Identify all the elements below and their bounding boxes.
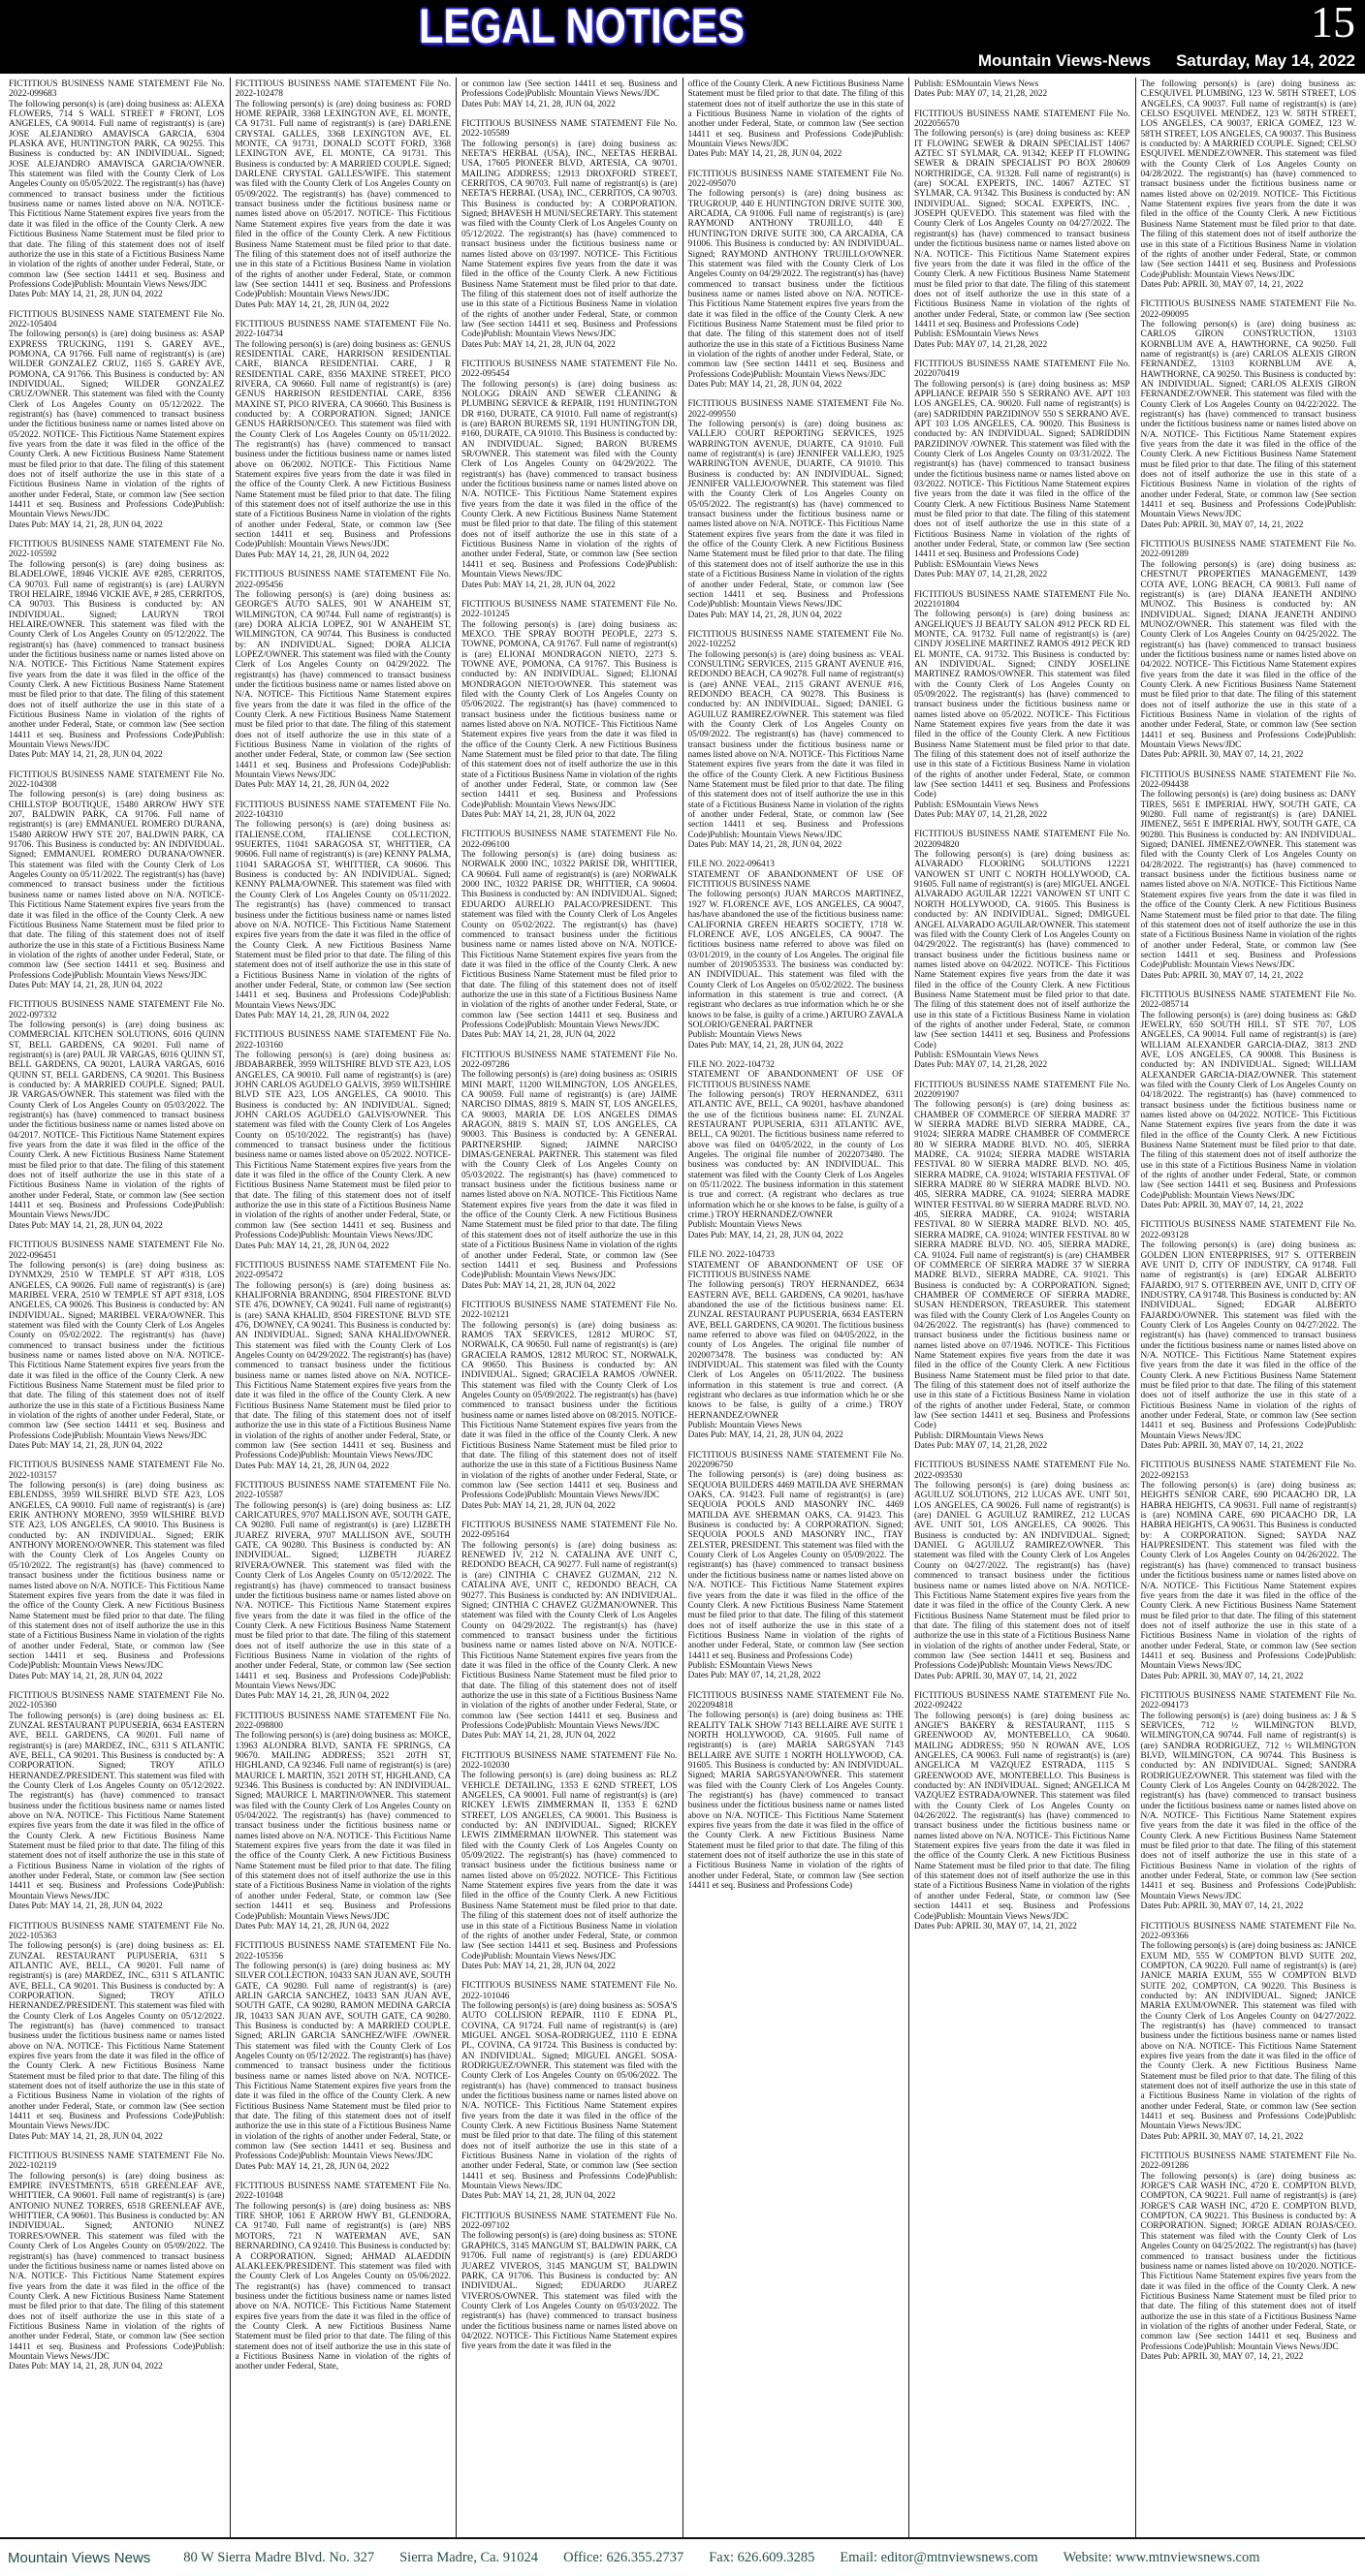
legal-notice xyxy=(461,1521,678,1742)
notice-dates: Dates Pub: MAY, 14, 21, 28, JUN 04, 2022 xyxy=(687,1040,843,1051)
notice-body: The following person(s) is (are) doing business as: J & S SERVICES, 712 ½ WILMINGTON BLVD, WILMINGTON,CA 90744. Full name of registrant(s) is (are) SANDRA RODRIGUEZ, 712 ½ WILMINGTON BLVD, WILMINGTON, CA 90744. This Business is conducted by: AN INDIVIDUAL. Signed; SANDRA RODRIGUEZ/OWNER. This statement was filed with the County Clerk of Los Angeles County on 04/28/2022. The registrant(s) has (have) commenced to transact business under the fictitious business name or names listed above on N/A. NOTICE- This Fictitious Name Statement expires five years from the date it was filed in the office of the County Clerk. A new Fictitious Business Name Statement must be filed prior to that date. The filing of this statement does not of itself authorize the use in this state of a Fictitious Business Name in violation of the rights of another under Federal, State, or common law (See section 14411 et seq. Business and Professions Code)Publish: Mountain Views News/JDC xyxy=(1140,1711,1356,1901)
notice-header: FICTITIOUS BUSINESS NAME STATEMENT File No. 2022-097332 xyxy=(9,1000,225,1021)
abandonment-statement xyxy=(688,1060,905,1241)
notice-body: The following person(s) is (are) doing business as: BLADELOWE, 18946 VICKIE AVE #285, CERRITOS, CA 90703. Full name of registrant(s) is (are) LAURYN TROI HELAIRE, 18946 VICKIE AVE, # 285, CERRITOS, CA 90703. This Business is conducted by: AN INDIVIDUAL. Signed; LAURYN TROI HELAIRE/OWNER. This statement was filed with the County Clerk of Los Angeles County on 05/12/2022. The registrant(s) has (have) commenced to transact business under the fictitious business name or names listed above on N/A. NOTICE- This Fictitious Name Statement expires five years from the date it was filed in the office of the County Clerk. A new Fictitious Business Name Statement must be filed prior to that date. The filing of this statement does not of itself authorize the use in this state of a Fictitious Business Name in violation of the rights of another under Federal, State, or common law (See section 14411 et seq. Business and Professions Code)Publish: Mountain Views News/JDC xyxy=(9,559,225,750)
notice-body: The following person(s) is (are) doing business as: ANGIE'S BAKERY & RESTAURANT, 1115 S GREENWOOD AV, MONTEBELLO, CA 90640. MAILING ADDRESS; 950 N ROWAN AVE, LOS ANGELES, CA 90063. Full name of registrant(s) is (are) ANGELICA M VAZQUEZ ESTRADA, 1115 S GREENWOOD AVE, MONTEBELLO. This Business is conducted by: AN INDIVIDUAL. Signed; ANGELICA M VAZQUEZ ESTRADA/OWNER. This statement was filed with the County Clerk of Los Angeles County on 04/26/2022. The registrant(s) has (have) commenced to transact business under the fictitious business name or names listed above on N/A. NOTICE- This Fictitious Name Statement expires five years from the date it was filed in the office of the County Clerk. A new Fictitious Business Name Statement must be filed prior to that date. The filing of this statement does not of itself authorize the use in this state of a Fictitious Business Name in violation of the rights of another under Federal, State, or common law (See section 14411 et seq. Business and Professions Code)Publish: Mountain Views News/JDC xyxy=(914,1711,1130,1922)
notice-header: FICTITIOUS BUSINESS NAME STATEMENT File No. 2022-104310 xyxy=(235,800,451,821)
notice-publish: Publish: DIRMountain Views News xyxy=(914,1430,1044,1441)
legal-notice xyxy=(461,1051,678,1291)
notice-body: The following person(s) is (are) doing business as: OSIRIS MINI MART, 11200 WILMINGTON, LOS ANGELES, CA 90059. Full name of registrant(s) is (are) JAIME NARCISO DIMAS, 8819 S. MAIN ST, LOS ANGELES, CA 90003, MARIA DE LOS ANGELES DIMAS ARAGON, 8819 S. MAIN ST, LOS ANGELES, CA 90003. This Business is conducted by: A GENERAL PARTNERSHIP. Signed; JAIMNE NARCISO DIMAS/GENERAL PARTNER. This statement was filed with the County Clerk of Los Angeles County on 05/03/2022. The registrant(s) has (have) commenced to transact business under the fictitious business name or names listed above on N/A. NOTICE- This Fictitious Name Statement expires five years from the date it was filed in the office of the County Clerk. A new Fictitious Business Name Statement must be filed prior to that date. The filing of this statement does not of itself authorize the use in this state of a Fictitious Business Name in violation of the rights of another under Federal, State, or common law (See section 14411 et seq. Business and Professions Code)Publish: Mountain Views News/JDC xyxy=(461,1070,678,1281)
notice-dates: Dates Pub: MAY 14, 21, 28, JUN 04, 2022 xyxy=(461,1731,616,1742)
legal-notice xyxy=(461,2212,678,2352)
notice-body: The following person(s) is (are) doing business as: CHESTNUT PROPERTIES MANAGEMENT, 1439 COTA AVE, LONG BEACH, CA 90813. Full name of registrant(s) is (are) DIANA JEANETH ANDINO MUNOZ. This Business is conducted by: AN INDIVIDUAL. Signed; DIANA JEANETH ANDINO MUNOZ/OWNER. This statement was filed with the County Clerk of Los Angeles County on 04/25/2022. The registrant(s) has (have) commenced to transact business under the fictitious business name or names listed above on 04/2022. NOTICE- This Fictitious Name Statement expires five years from the date it was filed in the office of the County Clerk. A new Fictitious Business Name Statement must be filed prior to that date. The filing of this statement does not of itself authorize the use in this state of a Fictitious Business Name in violation of the rights of another under Federal, State, or common law (See section 14411 et seq. Business and Professions Code)Publish: Mountain Views News/JDC xyxy=(1140,559,1356,750)
legal-notice xyxy=(9,1461,225,1681)
legal-notice xyxy=(914,1691,1130,1932)
legal-notice xyxy=(688,79,905,160)
notice-dates: Dates Pub: APRIL 30, MAY 07, 14, 21, 2022 xyxy=(1140,1201,1304,1211)
notice-dates: Dates Pub: MAY 07, 14, 21,28, 2022 xyxy=(914,1060,1048,1071)
notice-publish: Publish: Mountain Views News xyxy=(687,1220,802,1231)
notice-header: FICTITIOUS BUSINESS NAME STATEMENT File No. 2022-105589 xyxy=(461,119,678,140)
legal-notice xyxy=(914,1461,1130,1681)
notice-dates: Dates Pub: MAY 14, 21, 28, JUN 04, 2022 xyxy=(461,99,616,110)
footer-address: 80 W Sierra Madre Blvd. No. 327 xyxy=(183,2549,375,2565)
notice-dates: Dates Pub: MAY 07, 14, 21,28, 2022 xyxy=(914,570,1048,581)
notice-body: The following person(s) is (are) doing business as: GOLDEN LION ENTERPRISES, 917 S. OTTERBEIN AVE UNIT D, CITY OF INDUSTRY, CA 91748. Full name of registrant(s) is (are) EDGAR ALBERTO FAJARDO, 917 S. OTTERBEIN AVE, UNIT D, CITY OF INDUSTRY, CA 91748. This Business is conducted by: AN INDIVIDUAL. Signed; EDGAR ALBERTO FAJARDO/OWNER. This statement was filed with the County Clerk of Los Angeles County on 04/27/2022. The registrant(s) has (have) commenced to transact business under the fictitious business name or names listed above on N/A. NOTICE- This Fictitious Name Statement expires five years from the date it was filed in the office of the County Clerk. A new Fictitious Business Name Statement must be filed prior to that date. The filing of this statement does not of itself authorize the use in this state of a Fictitious Business Name in violation of the rights of another under Federal, State, or common law (See section 14411 et seq. Business and Professions Code)Publish: Mountain Views News/JDC xyxy=(1140,1241,1356,1441)
notice-body: The following person(s) is (are) doing business as: VEAL CONSULTING SERVICES, 2115 GRANT AVENUE #16, REDONDO BEACH, CA 90278. Full name of registrant(s) is (are) ANNE VEAL, 2115 GRANT AVENUE #16, REDONDO BEACH, CA 90278. This Business is conducted by: AN INDIVIDUAL. Signed; DANIEL G AGUILUZ RAMIREZ/OWNER. This statement was filed with the County Clerk of Los Angeles County on 05/09/2022. The registrant(s) has (have) commenced to transact business under the fictitious business name or names listed above on N/A. NOTICE- This Fictitious Name Statement expires five years from the date it was filed in the office of the County Clerk. A new Fictitious Business Name Statement must be filed prior to that date. The filing of this statement does not of itself authorize the use in this state of a Fictitious Business Name in violation of the rights of another under Federal, State, or common law (See section 14411 et seq. Business and Professions Code)Publish: Mountain Views News/JDC xyxy=(687,649,904,840)
notice-body: The following person(s) is (are) doing business as: ALVARADO FLOORING SOLUTIONS 12221 VANOWEN ST UNIT C NORTH HOLLYWOOD, CA. 91605. Full name of registrant(s) is (are) MIGUEL ANGEL ALVARADO AGUILAR 12221 VANOWEN ST UNIT C NORTH HOLLYWOOD, CA. 91605. This Business is conducted by: AN INDIVIDUAL. Signed; DMIGUEL ANGEL ALVARADO AGUILAR/OWNER. This statement was filed with the County Clerk of Los Angeles County on 04/29/2022. The registrant(s) has (have) commenced to transact business under the fictitious business name or names listed above on 04/2022. NOTICE- This Fictitious Name Statement expires five years from the date it was filed in the office of the County Clerk. A new Fictitious Business Name Statement must be filed prior to that date. The filing of this statement does not of itself authorize the use in this state of a Fictitious Business Name in violation of the rights of another under Federal, State, or common law (See section 14411 et seq. Business and Professions Code) xyxy=(914,850,1130,1051)
legal-notice xyxy=(461,600,678,821)
legal-notices-columns xyxy=(4,78,1361,2537)
notice-header: FICTITIOUS BUSINESS NAME STATEMENT File No. 2022-104308 xyxy=(9,770,225,791)
notice-header: FILE NO. 2022-096413 xyxy=(687,860,775,870)
notice-publish: Publish: ESMountain Views News xyxy=(687,1660,812,1671)
notice-body: The following person(s) is (are) doing business as: AGUILUZ SOLUTIONS, 212 LUCAS AVE. UNIT 501, LOS ANGELES, CA 90026. Full name of registrant(s) is (are) DANIEL G AGUILUZ RAMIREZ, 212 LUCAS AVE. UNIT 501, LOS ANGELES, CA 90026. This Business is conducted by: AN INDIVIDUAL. Signed; DANIEL G AGUILUZ RAMIREZ/OWNER. This statement was filed with the County Clerk of Los Angeles County on 04/27/2022. The registrant(s) has (have) commenced to transact business under the fictitious business name or names listed above on N/A. NOTICE- This Fictitious Name Statement expires five years from the date it was filed in the office of the County Clerk. A new Fictitious Business Name Statement must be filed prior to that date. The filing of this statement does not of itself authorize the use in this state of a Fictitious Business Name in violation of the rights of another under Federal, State, or common law (See section 14411 et seq. Business and Professions Code)Publish: Mountain Views News/JDC xyxy=(914,1481,1130,1672)
legal-notice xyxy=(1141,299,1357,530)
notice-header: FICTITIOUS BUSINESS NAME STATEMENT File No. 2022-103160 xyxy=(235,1030,451,1051)
legal-notice xyxy=(236,570,452,791)
notice-body: The following person(s) is (are) doing business as: GENUS RESIDENTIAL CARE, HARRISON RESIDENTIAL CARE, BIANCA RESIDENTIAL CARE, J R RESIDENTIAL CARE, 8356 MAXINE STREET, PICO RIVERA, CA 90660. Full name of registrant(s) is (are) GENUS HARRISON RESIDENTIAL CARE, 8356 MAXINE ST, PICO RIVERA, CA 90660. This Business is conducted by: A CORPORATION. Signed; JANICE GENUS HARRISON/CEO. This statement was filed with the County Clerk of Los Angeles County on 05/11/2022. The registrant(s) has (have) commenced to transact business under the fictitious business name or names listed above on 06/2002. NOTICE- This Fictitious Name Statement expires five years from the date it was filed in the office of the County Clerk. A new Fictitious Business Name Statement must be filed prior to that date. The filing of this statement does not of itself authorize the use in this state of a Fictitious Business Name in violation of the rights of another under Federal, State, or common law (See section 14411 et seq. Business and Professions Code)Publish: Mountain Views News/JDC xyxy=(235,339,451,550)
legal-notice xyxy=(1141,1461,1357,1681)
legal-notice xyxy=(1141,1691,1357,1912)
notice-publish: Publish: ESMountain Views News xyxy=(914,1050,1039,1060)
notice-dates: Dates Pub: MAY 14, 21, 28, JUN 04, 2022 xyxy=(9,1901,163,1912)
legal-notice xyxy=(688,170,905,391)
legal-notice xyxy=(236,1941,452,2172)
notice-body: The following person(s) is (are) doing business as: SEQUOIA BUILDERS 4469 MATILDA AVE SHERMAN OAKS, CA. 91423. Full name of registrant(s) is (are) SEQUOIA POOLS AND MASONRY INC. 4469 MATILDA AVE SHERMAN OAKS, CA. 91423. This Business is conducted by: A CORPORATION. Signed; SEQUOIA POOLS AND MASONRY INC., ITAY ZELSTER, PRESIDENT. This statement was filed with the County Clerk of Los Angeles County on 05/09/2022. The registrant(s) has (have) commenced to transact business under the fictitious business name or names listed above on N/A. NOTICE- This Fictitious Name Statement expires five years from the date it was filed in the office of the County Clerk. A new Fictitious Business Name Statement must be filed prior to that date. The filing of this statement does not of itself authorize the use in this state of a Fictitious Business Name in violation of the rights of another under Federal, State, or common law (See section 14411 et seq. Business and Professions Code) xyxy=(687,1470,904,1661)
legal-notice xyxy=(1141,990,1357,1211)
notice-body: The following person(s) is (are) doing business as: CHILLSTOP BOUTIQUE, 15480 ARROW HWY STE 207, BALDWIN PARK, CA 91706. Full name of registrant(s) is (are) EMMANUEL ROMERO DURANA, 15480 ARROW HWY STE 207, BALDWIN PARK, CA 91706. This Business is conducted by: AN INDIVIDUAL. Signed; EMMANUEL ROMERO DURANA/OWNER. This statement was filed with the County Clerk of Los Angeles County on 05/11/2022. The registrant(s) has (have) commenced to transact business under the fictitious business name or names listed above on N/A. NOTICE- This Fictitious Name Statement expires five years from the date it was filed in the office of the County Clerk. A new Fictitious Business Name Statement must be filed prior to that date. The filing of this statement does not of itself authorize the use in this state of a Fictitious Business Name in violation of the rights of another under Federal, State, or common law (See section 14411 et seq. Business and Professions Code)Publish: Mountain Views News/JDC xyxy=(9,790,225,981)
notice-publish: Publish: ESMountain Views News xyxy=(914,800,1039,810)
notice-dates: Dates Pub: MAY 14, 21, 28, JUN 04, 2022 xyxy=(461,580,616,590)
notice-body: The following person(s) is (are) doing business as: COMMERCIAL KITCHEN SOLUTIONS, 6016 QUINN ST, BELL GARDENS, CA 90201. Full name of registrant(s) is (are) PAUL JR VARGAS, 6016 QUINN ST, BELL GARDENS, CA 90201, LAURA VARGAS, 6016 QUINN ST, BELL GARDENS, CA 90201. This Business is conducted by: A MARRIED COUPLE. Signed; PAUL JR VARGAS/OWNER. This statement was filed with the County Clerk of Los Angeles County on 05/03/2022. The registrant(s) has (have) commenced to transact business under the fictitious business name or names listed above on 04/2017. NOTICE- This Fictitious Name Statement expires five years from the date it was filed in the office of the County Clerk. A new Fictitious Business Name Statement must be filed prior to that date. The filing of this statement does not of itself authorize the use in this state of a Fictitious Business Name in violation of the rights of another under Federal, State, or common law (See section 14411 et seq. Business and Professions Code)Publish: Mountain Views News/JDC xyxy=(9,1020,225,1221)
notice-body: The following person(s) is (are) doing business as: C.ESQUIVEL PLUMBING, 123 W. 58TH STREET, LOS ANGELES, CA 90037. Full name of registrant(s) is (are) CELSO ESQUIVEL MENDEZ, 123 W. 58TH STREET, LOS ANGELES, CA 90037, ERICA GOMEZ, 123 W. 58TH STREET, LOS ANGELES, CA 90037. This Business is conducted by: A MARRIED COUPLE. Signed; CELSO ESQUIVEL MENDEZ/OWNER. This statement was filed with the County Clerk of Los Angeles County on 04/28/2022. The registrant(s) has (have) commenced to transact business under the fictitious business name or names listed above on 02/2019. NOTICE- This Fictitious Name Statement expires five years from the date it was filed in the office of the County Clerk. A new Fictitious Business Name Statement must be filed prior to that date. The filing of this statement does not of itself authorize the use in this state of a Fictitious Business Name in violation of the rights of another under Federal, State, or common law (See section 14411 et seq. Business and Professions Code)Publish: Mountain Views News/JDC xyxy=(1140,79,1356,280)
notice-dates: Dates Pub: APRIL 30, MAY 07, 14, 21, 2022 xyxy=(1140,2351,1304,2362)
notice-body: The following person(s) is (are) doing business as: CHAMBER OF COMMERCE OF SIERRA MADRE 37 W SIERRA MADRE BLVD SIERRA MADRE, CA., 91024; SIERRA MADRE CHAMBER OF COMMERCE 80 W SIERRA MADRE BLVD. NO. 405, SIERRA MADRE, CA. 91024; SIERRA MADRE WISTARIA FESTIVAL 80 W SIERRA MADRE BLVD. NO. 405, SIERRA MADRE, CA. 91024; WISTARIA FESTIVAL OF SIERRA MADRE 80 W SIERRA MADRE BLVD. NO. 405, SIERRA MADRE, CA. 91024; SIERRA MADRE WINTER FESTIVAL 80 W SIERRA MADRE BLVD. NO. 405, SIERRA MADRE, CA. 91024; WISTARIA FESTIVAL 80 W SIERRA MADRE BLVD. NO. 405, SIERRA MADRE, CA. 91024; WINTER FESTIVAL 80 W SIERRA MADRE BLVD. NO. 405, SIERRA MADRE, CA. 91024. Full name of registrant(s) is (are) CHAMBER OF COMMERCE OF SIERRA MADRE 37 W SIERRA MADRE BLVD., SIERRA MADRE, CA. 91021. This Business is conducted by: A CORPORATION. Signed; CHAMBER OF COMMERCE OF SIERRA MADRE, SUSAN HENDERSON, TREASURER. This statement was filed with the County Clerk of Los Angeles County on 04/26/2022. The registrant(s) has (have) commenced to transact business under the fictitious business name or names listed above on 07/1946. NOTICE- This Fictitious Name Statement expires five years from the date it was filed in the office of the County Clerk. A new Fictitious Business Name Statement must be filed prior to that date. The filing of this statement does not of itself authorize the use in this state of a Fictitious Business Name in violation of the rights of another under Federal, State, or common law (See section 14411 et seq. Business and Professions Code) xyxy=(914,1100,1130,1431)
legal-notice xyxy=(461,830,678,1040)
notice-header: FICTITIOUS BUSINESS NAME STATEMENT File No. 2022-105587 xyxy=(235,1481,451,1501)
legal-notice xyxy=(9,1922,225,2143)
legal-notice xyxy=(236,801,452,1021)
notice-header: FICTITIOUS BUSINESS NAME STATEMENT File No. 2022056570 xyxy=(914,109,1130,130)
notice-publish: Publish: ESMountain Views News xyxy=(914,330,1039,340)
legal-notice xyxy=(9,2152,225,2372)
notice-dates: Dates Pub: APRIL 30, MAY 07, 14, 21, 2022 xyxy=(1140,750,1304,761)
legal-notice xyxy=(688,1451,905,1681)
notice-tail: or common law (See section 14411 et seq. Business and Professions Code)Publish: Mountain Views News/JDC xyxy=(461,79,678,100)
notice-dates: Dates Pub: MAY 14, 21, 28, JUN 04, 2022 xyxy=(687,610,842,620)
notice-dates: Dates Pub: MAY 14, 21, 28, JUN 04, 2022 xyxy=(461,1500,616,1511)
notice-dates: Dates Pub: MAY 14, 21, 28, JUN 04, 2022 xyxy=(9,750,163,761)
column-4 xyxy=(683,78,910,2537)
notice-dates: Dates Pub: APRIL 30, MAY 07, 14, 21, 2022 xyxy=(1140,1441,1304,1452)
notice-dates: Dates Pub: APRIL 30, MAY 07, 14, 21, 2022 xyxy=(914,1671,1077,1681)
notice-dates: Dates Pub: MAY 14, 21, 28, JUN 04, 2022 xyxy=(687,149,842,160)
notice-header: FICTITIOUS BUSINESS NAME STATEMENT File No. 2022-091289 xyxy=(1140,540,1356,560)
page-footer xyxy=(0,2537,1365,2576)
notice-dates: Dates Pub: MAY 14, 21, 28, JUN 04, 2022 xyxy=(9,519,163,530)
column-2 xyxy=(231,78,458,2537)
notice-header: FICTITIOUS BUSINESS NAME STATEMENT File No. 2022-102030 xyxy=(461,1750,678,1771)
legal-notice xyxy=(1141,79,1357,290)
notice-dates: Dates Pub: MAY 14, 21, 28, JUN 04, 2022 xyxy=(235,1010,390,1021)
notice-body: The following person(s) is (are) doing business as: EMPIRE INVESTMENTS, 6518 GREENLEAF AVE, WHITTIER, CA 90601. Full name of registrant(s) is (are) ANTONIO NUNEZ TORRES, 6518 GREENLEAF AVE, WHITTIER, CA 90601. This Business is conducted by: AN INDIVIDUAL. Signed; ANTONIO NUNEZ TORRES/OWNER. This statement was filed with the County Clerk of Los Angeles County on 05/09/2022. The registrant(s) has (have) commenced to transact business under the fictitious business name or names listed above on N/A. NOTICE- This Fictitious Name Statement expires five years from the date it was filed in the office of the County Clerk. A new Fictitious Business Name Statement must be filed prior to that date. The filing of this statement does not of itself authorize the use in this state of a Fictitious Business Name in violation of the rights of another under Federal, State, or common law (See section 14411 et seq. Business and Professions Code)Publish: Mountain Views News/JDC xyxy=(9,2171,225,2362)
notice-body: The following person(s) is (are) doing business as: HEIGHTS SENIOR CARE, 690 PICAACHO DR, LA HABRA HEIGHTS, CA 90631. Full name of registrant(s) is (are) NOMINA CARE, 690 PICAACHO DR, LA HABRA HEIGHTS, CA 90631. This Business is conducted by: A CORPORATION. Signed; SAYDA NAZ HAI/PRESIDENT. This statement was filed with the County Clerk of Los Angeles County on 04/26/2022. The registrant(s) has (have) commenced to transact business under the fictitious business name or names listed above on N/A. NOTICE- This Fictitious Name Statement expires five years from the date it was filed in the office of the County Clerk. A new Fictitious Business Name Statement must be filed prior to that date. The filing of this statement does not of itself authorize the use in this state of a Fictitious Business Name in violation of the rights of another under Federal, State, or common law (See section 14411 et seq. Business and Professions Code)Publish: Mountain Views News/JDC xyxy=(1140,1481,1356,1672)
notice-tail: office of the County Clerk. A new Fictitious Business Name Statement must be filed prior to that date. The filing of this statement does not of itself authorize the use in this state of a Fictitious Business Name in violation of the rights of another under Federal, State, or common law (See section 14411 et seq. Business and Professions Code)Publish: Mountain Views News/JDC xyxy=(687,79,904,150)
footer-email: Email: editor@mtnviewsnews.com xyxy=(840,2549,1038,2565)
footer-website: Website: www.mtnviewsnews.com xyxy=(1063,2549,1260,2565)
notice-dates: Dates Pub: MAY 14, 21, 28, JUN 04, 2022 xyxy=(235,299,390,310)
column-1 xyxy=(4,78,231,2537)
notice-dates: Dates Pub: MAY 14, 21, 28, JUN 04, 2022 xyxy=(9,1220,163,1231)
notice-header: STATEMENT OF ABANDONMENT OF USE OF FICTITIOUS BUSINESS NAME xyxy=(687,1070,904,1090)
notice-dates: Dates Pub: MAY 14, 21, 28, JUN 04, 2022 xyxy=(461,1030,616,1041)
notice-dates: Dates Pub: MAY 14, 21, 28, JUN 04, 2022 xyxy=(687,840,842,851)
notice-dates: Dates Pub: APRIL 30, MAY 07, 14, 21, 2022 xyxy=(1140,2131,1304,2142)
notice-body: The following person(s) is (are) doing business as: MEXCO. THE SPRAY BOOTH PEOPLE, 2273 S. TOWNE, POMONA, CA 91767. Full name of registrant(s) is (are) ELIONAI MONDRAGON NIETO, 2273 S. TOWNE AVE, POMONA, CA 91767. This Business is conducted by: AN INDIVIDUAL. Signed; ELIONAI MONDRAGON NIETO/OWNER. This statement was filed with the County Clerk of Los Angeles County on 05/06/2022. The registrant(s) has (have) commenced to transact business under the fictitious business name or names listed above on N/A. NOTICE- This Fictitious Name Statement expires five years from the date it was filed in the office of the County Clerk. A new Fictitious Business Name Statement must be filed prior to that date. The filing of this statement does not of itself authorize the use in this state of a Fictitious Business Name in violation of the rights of another under Federal, State, or common law (See section 14411 et seq. Business and Professions Code)Publish: Mountain Views News/JDC xyxy=(461,619,678,810)
legal-notice xyxy=(9,1691,225,1912)
legal-notice xyxy=(914,110,1130,350)
legal-notice xyxy=(1141,770,1357,981)
notice-header: FICTITIOUS BUSINESS NAME STATEMENT File No. 2022-099550 xyxy=(687,399,904,420)
notice-header: FICTITIOUS BUSINESS NAME STATEMENT File No. 2022-090095 xyxy=(1140,299,1356,320)
legal-notice xyxy=(9,770,225,991)
notice-body: The following person(s) is (are) doing business as: RLZ VEHICLE DETAILING, 1353 E 62ND STREET, LOS ANGELES, CA 90001. Full name of registrant(s) is (are) RICKEY LEWIS ZIMMERMAN II, 1353 E 62ND STREET, LOS ANGELES, CA 90001. This Business is conducted by: AN INDIVIDUAL. Signed; RICKEY LEWIS ZIMMERMAN II/OWNER. This statement was filed with the County Clerk of Los Angeles County on 05/09/2022. The registrant(s) has (have) commenced to transact business under the fictitious business name or names listed above on 05/2022. NOTICE- This Fictitious Name Statement expires five years from the date it was filed in the office of the County Clerk. A new Fictitious Business Name Statement must be filed prior to that date. The filing of this statement does not of itself authorize the use in this state of a Fictitious Business Name in violation of the rights of another under Federal, State, or common law (See section 14411 et seq. Business and Professions Code)Publish: Mountain Views News/JDC xyxy=(461,1771,678,1962)
notice-header: FICTITIOUS BUSINESS NAME STATEMENT File No. 2022-092422 xyxy=(914,1690,1130,1712)
notice-body: The following person(s) is (are) doing business as: MY SILVER COLLECTION, 10433 SAN JUAN AVE, SOUTH GATE, CA 90280. Full name of registrant(s) is (are) ARLIN GARCIA SANCHEZ, 10433 SAN JUAN AVE, SOUTH GATE, CA 90280, RAMON MEDINA GARCIA JR, 10433 SAN JUAN AVE, SOUTH GATE, CA 90280. This Business is conducted by: A MARRIED COUPLE. Signed; ARLIN GARCIA SANCHEZ/WIFE /OWNER. This statement was filed with the County Clerk of Los Angeles County on 05/12/2022. The registrant(s) has (have) commenced to transact business under the fictitious business name or names listed above on N/A. NOTICE- This Fictitious Name Statement expires five years from the date it was filed in the office of the County Clerk. A new Fictitious Business Name Statement must be filed prior to that date. The filing of this statement does not of itself authorize the use in this state of a Fictitious Business Name in violation of the rights of another under Federal, State, or common law (See section 14411 et seq. Business and Professions Code)Publish: Mountain Views News/JDC xyxy=(235,1961,451,2162)
notice-body: The following person(s) is (are) doing business as: RAMOS TAX SERVICES, 12812 MUROC ST, NORWALK, CA 90650. Full name of registrant(s) is (are) GRACIELA RAMOS, 12812 MUROC ST., NORWALK, CA 90650. This Business is conducted by: AN INDIVIDUAL. Signed; GRACIELA RAMOS /OWNER. This statement was filed with the County Clerk of Los Angeles County on 05/09/2022. The registrant(s) has (have) commenced to transact business under the fictitious business name or names listed above on 08/2015. NOTICE- This Fictitious Name Statement expires five years from the date it was filed in the office of the County Clerk. A new Fictitious Business Name Statement must be filed prior to that date. The filing of this statement does not of itself authorize the use in this state of a Fictitious Business Name in violation of the rights of another under Federal, State, or common law (See section 14411 et seq. Business and Professions Code)Publish: Mountain Views News/JDC xyxy=(461,1320,678,1501)
notice-header: FICTITIOUS BUSINESS NAME STATEMENT File No. 2022-093530 xyxy=(914,1461,1130,1481)
legal-notice xyxy=(9,79,225,300)
notice-body: The following person(s) is (are) doing business as: G&D JEWELRY, 650 SOUTH HILL ST STE 707, LOS ANGELES, CA 90014. Full name of registrant(s) is (are) WILLIAM ALEXANDER GARCIA-DIAZ, 3813 2ND AVE, LOS ANGELES, CA 90008. This Business is conducted by: AN INDIVIDUAL. Signed; WILLIAM ALEXANDER GARCIA-DIAZ/OWNER. This statement was filed with the County Clerk of Los Angeles County on 04/18/2022. The registrant(s) has (have) commenced to transact business under the fictitious business name or names listed above on 04/2022. NOTICE- This Fictitious Name Statement expires five years from the date it was filed in the office of the County Clerk. A new Fictitious Business Name Statement must be filed prior to that date. The filing of this statement does not of itself authorize the use in this state of a Fictitious Business Name in violation of the rights of another under Federal, State, or common law (See section 14411 et seq. Business and Professions Code)Publish: Mountain Views News/JDC xyxy=(1140,1010,1356,1201)
notice-header: FICTITIOUS BUSINESS NAME STATEMENT File No. 2022-097102 xyxy=(461,2211,678,2232)
notice-dates: Dates Pub: MAY 14, 21, 28, JUN 04, 2022 xyxy=(235,2161,390,2172)
notice-dates: Dates Pub: MAY 14, 21, 28, JUN 04, 2022 xyxy=(235,1461,390,1471)
legal-notice xyxy=(236,1030,452,1251)
notice-header: FICTITIOUS BUSINESS NAME STATEMENT File No. 2022-105356 xyxy=(235,1941,451,1962)
notice-header: FICTITIOUS BUSINESS NAME STATEMENT File No. 2022-104734 xyxy=(235,319,451,340)
notice-dates: Dates Pub: MAY 14, 21, 28, JUN 04, 2022 xyxy=(9,1441,163,1452)
notice-header: FICTITIOUS BUSINESS NAME STATEMENT File No. 2022-095454 xyxy=(461,359,678,380)
notice-dates: Dates Pub: APRIL 30, MAY 07, 14, 21, 2022 xyxy=(1140,279,1304,290)
notice-header: FICTITIOUS BUSINESS NAME STATEMENT File No. 2022096750 xyxy=(687,1450,904,1471)
notice-dates: Dates Pub: MAY 07, 14, 21,28, 2022 xyxy=(914,89,1048,100)
legal-notice xyxy=(461,79,678,110)
notice-header: FILE NO. 2022-104732 xyxy=(687,1059,775,1070)
legal-notice xyxy=(1141,1922,1357,2143)
notice-dates: Dates Pub: MAY 14, 21, 28, JUN 04, 2022 xyxy=(461,2191,616,2202)
notice-body: The following person(s) TROY HERNANDEZ, 6634 EASTERN AVE, BELL GARDENS, CA 90201, has/have abandoned the use of the fictitious business name: EL ZUNZAL RESTAURANT PUPUSERIA, 6634 EASTERN AVE, BELL GARDENS, CA 90201. The fictitious business name referred to above was filed on 04/05/2022, in the county of Los Angeles. The original file number of 2020073478. The business was conducted by: AN INDIVIDUAL. This statement was filed with the County Clerk of Los Angeles on 05/11/2022. The business information in this statement is true and correct. (A registrant who declares as true information which he or she knows to be false, is guilty of a crime.) TROY HERNANDEZ/OWNER xyxy=(687,1280,904,1421)
notice-header: FICTITIOUS BUSINESS NAME STATEMENT File No. 2022094820 xyxy=(914,830,1130,850)
legal-notice xyxy=(1141,540,1357,761)
notice-dates: Dates Pub: APRIL 30, MAY 07, 14, 21, 2022 xyxy=(1140,1901,1304,1912)
legal-notice xyxy=(461,119,678,350)
notice-body: The following person(s) is (are) doing business as: TRUGROUP, 440 E HUNTINGTON DRIVE SUITE 300, ARCADIA, CA 91006. Full name of registrant(s) is (are) RAYMOND ANTHONY TRUJILLO, 440 E HUNTINGTON DRIVE SUITE 300, CA ARCADIA, CA 91006. This Business is conducted by: AN INDIVIDUAL. Signed; RAYMOND ANTHONY TRUJILLO/OWNER. This statement was filed with the County Clerk of Los Angeles County on 04/29/2022. The registrant(s) has (have) commenced to transact business under the fictitious business name or names listed above on N/A. NOTICE- This Fictitious Name Statement expires five years from the date it was filed in the office of the County Clerk. A new Fictitious Business Name Statement must be filed prior to that date. The filing of this statement does not of itself authorize the use in this state of a Fictitious Business Name in violation of the rights of another under Federal, State, or common law (See section 14411 et seq. Business and Professions Code)Publish: Mountain Views News/JDC xyxy=(687,189,904,380)
notice-dates: Dates Pub: MAY 14, 21, 28, JUN 04, 2022 xyxy=(9,2131,163,2142)
notice-header: FICTITIOUS BUSINESS NAME STATEMENT File No. 2022-101046 xyxy=(461,1981,678,2001)
notice-dates: Dates Pub: APRIL 30, MAY 07, 14, 21, 2022 xyxy=(1140,970,1304,981)
legal-notice xyxy=(688,630,905,851)
notice-header: FICTITIOUS BUSINESS NAME STATEMENT File No. 2022-095456 xyxy=(235,570,451,590)
notice-header: FICTITIOUS BUSINESS NAME STATEMENT File No. 2022-085714 xyxy=(1140,990,1356,1011)
notice-dates: Dates Pub: MAY 07, 14, 21,28, 2022 xyxy=(914,339,1048,350)
notice-header: FICTITIOUS BUSINESS NAME STATEMENT File No. 2022-093366 xyxy=(1140,1921,1356,1941)
notice-header: FICTITIOUS BUSINESS NAME STATEMENT File No. 2022-092153 xyxy=(1140,1461,1356,1481)
notice-dates: Dates Pub: MAY 14, 21, 28, JUN 04, 2022 xyxy=(9,290,163,300)
notice-dates: Dates Pub: MAY 14, 21, 28, JUN 04, 2022 xyxy=(687,379,842,390)
legal-notice xyxy=(688,399,905,620)
notice-header: FICTITIOUS BUSINESS NAME STATEMENT File No. 2022094818 xyxy=(687,1690,904,1711)
notice-body: The following person(s) is (are) doing business as: ALEXA FLOWERS, 714 S WALL STREET # FRONT, LOS ANGELES, CA 90014. Full name of registrant(s) is (are) JOSE ALEJANDRO AMAVISCA GARCIA, 6304 PLASKA AVE, HUNTINGTON PARK, CA 90255. This Business is conducted by: AN INDIVIDUAL. Signed; JOSE ALEJANDRO AMAVISCA GARCIA/OWNER. This statement was filed with the County Clerk of Los Angeles County on 05/05/2022. The registrant(s) has (have) commenced to transact business under the fictitious business name or names listed above on N/A. NOTICE- This Fictitious Name Statement expires five years from the date it was filed in the office of the County Clerk. A new Fictitious Business Name Statement must be filed prior to that date. The filing of this statement does not of itself authorize the use in this state of a Fictitious Business Name in violation of the rights of another under Federal, State, or common law (See section 14411 et seq. Business and Professions Code)Publish: Mountain Views News/JDC xyxy=(9,99,225,290)
notice-body: The following person(s) is (are) doing business as: ASAP EXPRESS TRUCKING, 1191 S. GAREY AVE., POMONA, CA 91766. Full name of registrant(s) is (are) WILDER GONZALEZ CRUZ, 1165 S. GAREY AVE, POMONA, CA 91766. This Business is conducted by: AN INDIVIDUAL. Signed; WILDER GONZALEZ CRUZ/OWNER. This statement was filed with the County Clerk of Los Angeles County on 05/12/2022. The registrant(s) has (have) commenced to transact business under the fictitious business name or names listed above on 05/2022. NOTICE- This Fictitious Name Statement expires five years from the date it was filed in the office of the County Clerk. A new Fictitious Business Name Statement must be filed prior to that date. The filing of this statement does not of itself authorize the use in this state of a Fictitious Business Name in violation of the rights of another under Federal, State, or common law (See section 14411 et seq. Business and Professions Code)Publish: Mountain Views News/JDC xyxy=(9,330,225,520)
legal-notice xyxy=(9,310,225,531)
notice-body: The following person(s) is (are) doing business as: KEEP IT FLOWING SEWER & DRAIN SPECIALIST 14067 AZTEC ST SYLMAR, CA. 91342; KEEP IT FLOWING SEWER & DRAIN SPECIALIST PO BOX 280609 NORTHRIDGE, CA. 91328. Full name of registrant(s) is (are) SOCAL EXPERTS, INC. 14067 AZTEC ST SYLMAR, CA. 91342. This Business is conducted by: AN INDIVIDUAL. Signed; SOCAL EXPERTS, INC. , JOSEPH QUEVEDO. This statement was filed with the County Clerk of Los Angeles County on 04/27/2022. The registrant(s) has (have) commenced to transact business under the fictitious business name or names listed above on N/A. NOTICE- This Fictitious Name Statement expires five years from the date it was filed in the office of the County Clerk. A new Fictitious Business Name Statement must be filed prior to that date. The filing of this statement does not of itself authorize the use in this state of a Fictitious Business Name in violation of the rights of another under Federal, State, or common law (See section 14411 et seq. Business and Professions Code) xyxy=(914,129,1130,330)
notice-dates: Dates Pub: MAY 07, 14, 21,28, 2022 xyxy=(914,810,1048,821)
notice-body: The following person(s) is (are) doing business as: NOLOGG DRAIN AND SEWER CLEANING & PLUMBING SERVICE & REPAIR, 1191 HUNTINGTON DR #160, DURATE, CA 91010. Full name of registrant(s) is (are) BARON BUREMS SR, 1191 HUNTINGTON DR, #160, DURATE, CA 91010. This Business is conducted by: AN INDIVIDUAL. Signed; BARON BUREMS SR/OWNER. This statement was filed with the County Clerk of Los Angeles County on 04/29/2022. The registrant(s) has (have) commenced to transact business under the fictitious business name or names listed above on N/A. NOTICE- This Fictitious Name Statement expires five years from the date it was filed in the office of the County Clerk. A new Fictitious Business Name Statement must be filed prior to that date. The filing of this statement does not of itself authorize the use in this state of a Fictitious Business Name in violation of the rights of another under Federal, State, or common law (See section 14411 et seq. Business and Professions Code)Publish: Mountain Views News/JDC xyxy=(461,379,678,581)
legal-notice xyxy=(461,1981,678,2202)
notice-header: FICTITIOUS BUSINESS NAME STATEMENT File No. 2022-101245 xyxy=(461,599,678,620)
legal-notice xyxy=(914,1081,1130,1452)
footer-office-phone: Office: 626.355.2737 xyxy=(563,2549,684,2565)
notice-dates: Dates Pub: MAY, 14, 21, 28, JUN 04, 2022 xyxy=(687,1230,843,1241)
notice-header: FICTITIOUS BUSINESS NAME STATEMENT File No. 2022-105363 xyxy=(9,1921,225,1941)
notice-body: The following person(s) is (are) doing business as: STONE GRAPHICS, 3145 MANGUM ST, BALDWIN PARK, CA 91706. Full name of registrant(s) is (are) EDUARDO JUAREZ VIVEROS, 3145 MANGUM ST, BALDWIN PARK, CA 91706. This Business is conducted by: AN INDIVIDUAL. Signed; EDUARDO JUAREZ VIVEROS/OWNER. This statement was filed with the County Clerk of Los Angeles County on 05/03/2022. The registrant(s) has (have) commenced to transact business under the fictitious business name or names listed above on 04/2022. NOTICE- This Fictitious Name Statement expires five years from the date it was filed in the xyxy=(461,2231,678,2352)
notice-publish: Publish: Mountain Views News xyxy=(687,1421,802,1430)
page-header-banner xyxy=(0,0,1365,74)
column-3 xyxy=(457,78,683,2537)
notice-body: The following person(s) is (are) doing business as: KHALIFORNIA BRANDING, 8504 FIRESTONE BLVD STE 476, DOWNEY, CA 90241. Full name of registrant(s) is (are) SANA KHALID, 8504 FIRESTONE BLVD STE 476, DOWNEY, CA 90241. This Business is conducted by: AN INDIVIDUAL. Signed; SANA KHALID/OWNER. This statement was filed with the County Clerk of Los Angeles County on 04/29/2022. The registrant(s) has (have) commenced to transact business under the fictitious business name or names listed above on N/A. NOTICE- This Fictitious Name Statement expires five years from the date it was filed in the office of the County Clerk. A new Fictitious Business Name Statement must be filed prior to that date. The filing of this statement does not of itself authorize the use in this state of a Fictitious Business Name in violation of the rights of another under Federal, State, or common law (See section 14411 et seq. Business and Professions Code)Publish: Mountain Views News/JDC xyxy=(235,1280,451,1461)
notice-dates: Dates Pub: MAY 07, 14, 21,28, 2022 xyxy=(687,1671,821,1681)
notice-header: FICTITIOUS BUSINESS NAME STATEMENT File No. 2022-095070 xyxy=(687,169,904,190)
column-5 xyxy=(909,78,1136,2537)
legal-notice xyxy=(1141,1220,1357,1451)
notice-header: FICTITIOUS BUSINESS NAME STATEMENT File No. 2022-101048 xyxy=(235,2182,451,2202)
page-title: LEGAL NOTICES xyxy=(419,0,745,53)
notice-dates: Dates Pub: MAY, 14, 21, 28, JUN 04, 2022 xyxy=(687,1430,843,1441)
notice-body: The following person(s) is (are) doing business as: NORWALK 2000 INC, 10322 PARISE DR, WHITTIER, CA 90604. Full name of registrant(s) is (are) NORWALK 2000 INC, 10322 PARISE DR, WHITTIER, CA 90604. This Business is conducted by: AN INDIVIDUAL. Signed; EDUARDO AURELIO PALACO/PRESIDENT. This statement was filed with the County Clerk of Los Angeles County on 05/02/2022. The registrant(s) has (have) commenced to transact business under the fictitious business name or names listed above on N/A. NOTICE- This Fictitious Name Statement expires five years from the date it was filed in the office of the County Clerk. A new Fictitious Business Name Statement must be filed prior to that date. The filing of this statement does not of itself authorize the use in this state of a Fictitious Business Name in violation of the rights of another under Federal, State, or common law (See section 14411 et seq. Business and Professions Code)Publish: Mountain Views News/JDC xyxy=(461,850,678,1030)
notice-body: The following person(s) is (are) doing business as: MOICE, 13963 ALONDRA BLVD, SANTA FE SPRINGS, CA 90670. MAILING ADDRESS; 3521 20TH ST, HIGHLAND, CA 92346. Full name of registrant(s) is (are) MAURICE L MARTIN, 3521 20TH ST, HIGHLAND, CA 92346. This Business is conducted by: AN INDIVIDUAL. Signed; MAURICE L MARTIN/OWNER. This statement was filed with the County Clerk of Los Angeles County on 05/04/2022. The registrant(s) has (have) commenced to transact business under the fictitious business name or names listed above on N/A. NOTICE- This Fictitious Name Statement expires five years from the date it was filed in the office of the County Clerk. A new Fictitious Business Name Statement must be filed prior to that date. The filing of this statement does not of itself authorize the use in this state of a Fictitious Business Name in violation of the rights of another under Federal, State, or common law (See section 14411 et seq. Business and Professions Code)Publish: Mountain Views News/JDC xyxy=(235,1731,451,1922)
notice-dates: Dates Pub: MAY 14, 21, 28, JUN 04, 2022 xyxy=(461,810,616,821)
legal-notice xyxy=(461,1301,678,1511)
notice-header: STATEMENT OF ABANDONMENT OF USE OF FICTITIOUS BUSINESS NAME xyxy=(687,1260,904,1280)
notice-dates: Dates Pub: MAY 14, 21, 28, JUN 04, 2022 xyxy=(461,1280,616,1291)
notice-body: The following person(s) is (are) doing business as: VALLEJO COURT REPORTING SERVICES, 1925 WARRINGTON AVENUE, DUARTE, CA 91010. Full name of registrant(s) is (are) JENNIFER VALLEJO, 1925 WARRINGTON AVENUE, DUARTE, CA 91010. This Business is conducted by: AN INDIVIDUAL. Signed; JENNIFER VALLEJO/OWNER. This statement was filed with the County Clerk of Los Angeles County on 05/05/2022. The registrant(s) has (have) commenced to transact business under the fictitious business name or names listed above on N/A. NOTICE- This Fictitious Name Statement expires five years from the date it was filed in the office of the County Clerk. A new Fictitious Business Name Statement must be filed prior to that date. The filing of this statement does not of itself authorize the use in this state of a Fictitious Business Name in violation of the rights of another under Federal, State, or common law (See section 14411 et seq. Business and Professions Code)Publish: Mountain Views News/JDC xyxy=(687,420,904,611)
abandonment-statement xyxy=(688,1250,905,1441)
notice-body: The following person(s) is (are) doing business as: NEETA'S HERBAL (USA), INC., NEETAS HERBAL USA, 17605 PIONEER BLVD, ARTESIA, CA 90701. MAILING ADDRESS; 12913 DROXFORD STREET, CERRITOS, CA 90703. Full name of registrant(s) is (are) NEETA'S HERBAL (USA), INC., CERRITOS, CA 90703. This Business is conducted by: A CORPORATION. Signed; BHAVESH H MUNI/SECRETARY. This statement was filed with the County Clerk of Los Angeles County on 05/12/2022. The registrant(s) has (have) commenced to transact business under the fictitious business name or names listed above on 03/1997. NOTICE- This Fictitious Name Statement expires five years from the date it was filed in the office of the County Clerk. A new Fictitious Business Name Statement must be filed prior to that date. The filing of this statement does not of itself authorize the use in this state of a Fictitious Business Name in violation of the rights of another under Federal, State, or common law (See section 14411 et seq. Business and Professions Code)Publish: Mountain Views News/JDC xyxy=(461,139,678,340)
notice-body: The following person(s) TROY HERNANDEZ, 6311 ATLANTIC AVE, BELL, CA 90201, has/have abandoned the use of the fictitious business name: EL ZUNZAL RESTAURANT PUPUSERIA, 6311 ATLANTIC AVE, BELL, CA 90201. The fictitious business name referred to above was filed on 04/05/2022, in the county of Los Angeles. The original file number of 2022073480. The business was conducted by: AN INDIVIDUAL. This statement was filed with the County Clerk of Los Angeles on 05/11/2022. The business information in this statement is true and correct. (A registrant who declares as true information which he or she knows to be false, is guilty of a crime.) TROY HERNANDEZ/OWNER xyxy=(687,1090,904,1221)
notice-header: FICTITIOUS BUSINESS NAME STATEMENT File No. 2022-094438 xyxy=(1140,770,1356,791)
notice-body: The following person(s) is (are) doing business as: EL ZUNZAL RESTAURANT PUPUSERIA, 6311 S ATLANTIC AVE, BELL, CA 90201. Full name of registrant(s) is (are) MARDEZ, INC., 6311 S ATLANTIC AVE, BELL, CA 90201. This Business is conducted by: A CORPORATION. Signed; TROY ATILO HERNANDEZ/PRESIDENT. This statement was filed with the County Clerk of Los Angeles County on 05/12/2022. The registrant(s) has (have) commenced to transact business under the fictitious business name or names listed above on N/A. NOTICE- This Fictitious Name Statement expires five years from the date it was filed in the office of the County Clerk. A new Fictitious Business Name Statement must be filed prior to that date. The filing of this statement does not of itself authorize the use in this state of a Fictitious Business Name in violation of the rights of another under Federal, State, or common law (See section 14411 et seq. Business and Professions Code)Publish: Mountain Views News/JDC xyxy=(9,1941,225,2132)
notice-header: FICTITIOUS BUSINESS NAME STATEMENT File No. 2022-093128 xyxy=(1140,1220,1356,1241)
notice-publish: Publish: ESMountain Views News xyxy=(914,79,1039,89)
notice-header: STATEMENT OF ABANDONMENT OF USE OF FICTITIOUS BUSINESS NAME xyxy=(687,869,904,891)
notice-dates: Dates Pub: MAY 14, 21, 28, JUN 04, 2022 xyxy=(9,2362,163,2372)
footer-paper-name: Mountain Views News xyxy=(8,2549,151,2566)
notice-body: The following person(s) is (are) doing business as: DANY TIRES, 5651 E IMPERIAL HWY, SOUTH GATE, CA 90280. Full name of registrant(s) is (are) DANIEL JIMENEZ, 5651 E IMPERIAL HWY, SOUTH GATE, CA 90280. This Business is conducted by: AN INDIVIDUAL. Signed; DANIEL JIMENEZ/OWNER. This statement was filed with the County Clerk of Los Angeles County on 04/28/2022. The registrant(s) has (have) commenced to transact business under the fictitious business name or names listed above on N/A. NOTICE- This Fictitious Name Statement expires five years from the date it was filed in the office of the County Clerk. A new Fictitious Business Name Statement must be filed prior to that date. The filing of this statement does not of itself authorize the use in this state of a Fictitious Business Name in violation of the rights of another under Federal, State, or common law (See section 14411 et seq. Business and Professions Code)Publish: Mountain Views News/JDC xyxy=(1140,790,1356,971)
page-number: 15 xyxy=(1311,0,1355,47)
notice-body: The following person(s) is (are) doing business as: MSP APPLIANCE REPAIR 550 S SERRANO AVE. APT 103 LOS ANGELES, CA. 90020. Full name of registrant(s) is (are) SADRIDDIN PARZIDINOV 550 S SERRANO AVE. APT 103 LOS ANGELES, CA. 90020. This Business is conducted by: AN INDIVIDUAL. Signed; SADRIDDIN PARZIDINOV /OWNER. This statement was filed with the County Clerk of Los Angeles County on 03/31/2022. The registrant(s) has (have) commenced to transact business under the fictitious business name or names listed above on 03/2022. NOTICE- This Fictitious Name Statement expires five years from the date it was filed in the office of the County Clerk. A new Fictitious Business Name Statement must be filed prior to that date. The filing of this statement does not of itself authorize the use in this state of a Fictitious Business Name in violation of the rights of another under Federal, State, or common law (See section 14411 et seq. Business and Professions Code) xyxy=(914,379,1130,560)
notice-dates: Dates Pub: MAY 14, 21, 28, JUN 04, 2022 xyxy=(235,1921,390,1932)
legal-notice xyxy=(914,79,1130,100)
notice-header: FICTITIOUS BUSINESS NAME STATEMENT File No. 2022-105360 xyxy=(9,1690,225,1712)
notice-body: The following person(s) is (are) doing business as: JANICE EXUM MD, 555 W COMPTON BLVD SUITE 202, COMPTON, CA 90220. Full name of registrant(s) is (are) JANICE MARIA EXUM, 555 W COMPTON BLVD SUITE 202, COMPTON, CA 90220. This Business is conducted by: AN INDIVIDUAL. Signed; JANICE MARIA EXUM/OWNER. This statement was filed with the County Clerk of Los Angeles County on 04/27/2022. The registrant(s) has (have) commenced to transact business under the fictitious business name or names listed above on N/A. NOTICE- This Fictitious Name Statement expires five years from the date it was filed in the office of the County Clerk. A new Fictitious Business Name Statement must be filed prior to that date. The filing of this statement does not of itself authorize the use in this state of a Fictitious Business Name in violation of the rights of another under Federal, State, or common law (See section 14411 et seq. Business and Professions Code)Publish: Mountain Views News/JDC xyxy=(1140,1941,1356,2132)
notice-body: The following person(s) is (are) doing business as: EBLENDSS, 3959 WILSHIRE BLVD STE A23, LOS ANGELES, CA 90010. Full name of registrant(s) is (are) ERIK ANTHONY MORENO, 3959 WILSHIRE BLVD STE A23, LOS ANGELES, CA 90010. This Business is conducted by: AN INDIVIDUAL. Signed; ERIK ANTHONY MORENO/OWNER. This statement was filed with the County Clerk of Los Angeles County on 05/10/2022. The registrant(s) has (have) commenced to transact business under the fictitious business name or names listed above on N/A. NOTICE- This Fictitious Name Statement expires five years from the date it was filed in the office of the County Clerk. A new Fictitious Business Name Statement must be filed prior to that date. The filing of this statement does not of itself authorize the use in this state of a Fictitious Business Name in violation of the rights of another under Federal, State, or common law (See section 14411 et seq. Business and Professions Code)Publish: Mountain Views News/JDC xyxy=(9,1481,225,1672)
legal-notice xyxy=(688,1691,905,1892)
notice-body: The following person(s) is (are) doing business as: JORGE'S CAR WASH INC, 4720 E. COMPTON BLVD, COMPTON, CA 90221. Full name of registrant(s) is (are) JORGE'S CAR WASH INC, 4720 E. COMPTON BLVD, COMPTON, CA 90221. This Business is conducted by: A CORPORATION. Signed; JORGE ADIAN ROJAS/CEO. This statement was filed with the County Clerk of Los Angeles County on 04/25/2022. The registrant(s) has (have) commenced to transact business under the fictitious business name or names listed above on 10/2020. NOTICE- This Fictitious Name Statement expires five years from the date it was filed in the office of the County Clerk. A new Fictitious Business Name Statement must be filed prior to that date. The filing of this statement does not of itself authorize the use in this state of a Fictitious Business Name in violation of the rights of another under Federal, State, or common law (See section 14411 et seq. Business and Professions Code)Publish: Mountain Views News/JDC xyxy=(1140,2171,1356,2352)
masthead-name: Mountain Views-News xyxy=(977,51,1152,70)
notice-header: FICTITIOUS BUSINESS NAME STATEMENT File No. 2022-098800 xyxy=(235,1711,451,1731)
legal-notice xyxy=(236,1712,452,1932)
notice-dates: Dates Pub: MAY 14, 21, 28, JUN 04, 2022 xyxy=(461,1961,616,1971)
legal-notice xyxy=(9,1000,225,1231)
notice-header: FICTITIOUS BUSINESS NAME STATEMENT File No. 2022070419 xyxy=(914,359,1130,380)
notice-header: FICTITIOUS BUSINESS NAME STATEMENT File No. 2022-095164 xyxy=(461,1521,678,1541)
notice-header: FICTITIOUS BUSINESS NAME STATEMENT File No. 2022-097286 xyxy=(461,1050,678,1070)
notice-body: The following person(s) is (are) doing business as: THE REALITY TALK SHOW 7143 BELLAIRE AVE SUITE 1 NORTH HOLLYWOOD, CA. 91605. Full name of registrant(s) is (are) MARIA SARGSYAN 7143 BELLAIRE AVE SUITE 1 NORTH HOLLYWOOD, CA. 91605. This Business is conducted by: AN INDIVIDUAL. Signed; MARIA SARGSYAN/OWNER. This statement was filed with the County Clerk of Los Angeles County. The registrant(s) has (have) commenced to transact business under the fictitious business name or names listed above on N/A. NOTICE- This Fictitious Name Statement expires five years from the date it was filed in the office of the County Clerk. A new Fictitious Business Name Statement must be filed prior to that date. The filing of this statement does not of itself authorize the use in this state of a Fictitious Business Name in violation of the rights of another under Federal, State, or common law (See section 14411 et seq. Business and Professions Code) xyxy=(687,1711,904,1892)
notice-body: The following person(s) is (are) doing business as: SOSA'S AUTO COLLISION REPAIR, 1110 E EDNA PL, COVINA, CA 91724. Full name of registrant(s) is (are) MIGUEL ANGEL SOSA-RODRIGUEZ, 1110 E EDNA PL, COVINA, CA 91724. This Business is conducted by: AN INDIVIDUAL. Signed; MIGUEL ANGEL SOSA-RODRIGUEZ/OWNER. This statement was filed with the County Clerk of Los Angeles County on 05/06/2022. The registrant(s) has (have) commenced to transact business under the fictitious business name or names listed above on N/A. NOTICE- This Fictitious Name Statement expires five years from the date it was filed in the office of the County Clerk. A new Fictitious Business Name Statement must be filed prior to that date. The filing of this statement does not of itself authorize the use in this state of a Fictitious Business Name in violation of the rights of another under Federal, State, or common law (See section 14411 et seq. Business and Professions Code)Publish: Mountain Views News/JDC xyxy=(461,2000,678,2192)
notice-header: FICTITIOUS BUSINESS NAME STATEMENT File No. 2022-102119 xyxy=(9,2152,225,2172)
notice-dates: Dates Pub: MAY 14, 21, 28, JUN 04, 2022 xyxy=(235,1241,390,1251)
notice-body: The following person(s) is (are) doing business as: ITALIENSE.COM, ITALIENSE COLLECTION, 9SUERTES, 11041 SARAGOSA ST, WHITTIER, CA 90606. Full name of registrant(s) is (are) KENNY PALMA, 11041 SARAGOSA ST, WHITTIER, CA 90606. This Business is conducted by: AN INDIVIDUAL. Signed; KENNY PALMA/OWNER. This statement was filed with the County Clerk of Los Angeles County on 05/11/2022. The registrant(s) has (have) commenced to transact business under the fictitious business name or names listed above on N/A. NOTICE- This Fictitious Name Statement expires five years from the date it was filed in the office of the County Clerk. A new Fictitious Business Name Statement must be filed prior to that date. The filing of this statement does not of itself authorize the use in this state of a Fictitious Business Name in violation of the rights of another under Federal, State, or common law (See section 14411 et seq. Business and Professions Code)Publish: Mountain Views News/JDC xyxy=(235,820,451,1011)
footer-fax: Fax: 626.609.3285 xyxy=(709,2549,815,2565)
footer-city: Sierra Madre, Ca. 91024 xyxy=(399,2549,539,2565)
column-6 xyxy=(1136,78,1362,2537)
notice-header: FICTITIOUS BUSINESS NAME STATEMENT File No. 2022-105592 xyxy=(9,540,225,560)
notice-header: FICTITIOUS BUSINESS NAME STATEMENT File No. 2022101804 xyxy=(914,589,1130,610)
notice-header: FICTITIOUS BUSINESS NAME STATEMENT File No. 2022-103157 xyxy=(9,1461,225,1481)
legal-notice xyxy=(236,1481,452,1702)
notice-dates: Dates Pub: MAY 14, 21, 28, JUN 04, 2022 xyxy=(9,1671,163,1681)
notice-body: The following person(s) is (are) doing business as: ANGELIQUE'S JJ BEAUTY SALON 4912 PECK RD EL MONTE, CA. 91732. Full name of registrant(s) is (are) CINDY JOSELINE MARTINEZ RAMOS 4912 PECK RD EL MONTE, CA. 91732. This Business is conducted by: AN INDIVIDUAL. Signed; CINDY JOSELINE MARTINEZ RAMOS/OWNER. This statement was filed with the County Clerk of Los Angeles County on 05/09/2022. The registrant(s) has (have) commenced to transact business under the fictitious business name or names listed above on 05/2022. NOTICE- This Fictitious Name Statement expires five years from the date it was filed in the office of the County Clerk. A new Fictitious Business Name Statement must be filed prior to that date. The filing of this statement does not of itself authorize the use in this state of a Fictitious Business Name in violation of the rights of another under Federal, State, or common law (See section 14411 et seq. Business and Professions Code) xyxy=(914,610,1130,801)
legal-notice xyxy=(236,2182,452,2372)
notice-dates: Dates Pub: APRIL 30, MAY 07, 14, 21, 2022 xyxy=(1140,519,1304,530)
notice-body: The following person(s) is (are) doing business as: DYNMX29, 2510 W TEMPLE ST APT #318, LOS ANGELES, CA 90026. Full name of registrant(s) is (are) MARIBEL VERA, 2510 W TEMPLE ST APT #318, LOS ANGELES, CA 90026. This Business is conducted by: AN INDIVIDUAL. Signed; MARIBEL VERA/OWNER. This statement was filed with the County Clerk of Los Angeles County on 05/02/2022. The registrant(s) has (have) commenced to transact business under the fictitious business name or names listed above on N/A. NOTICE- This Fictitious Name Statement expires five years from the date it was filed in the office of the County Clerk. A new Fictitious Business Name Statement must be filed prior to that date. The filing of this statement does not of itself authorize the use in this state of a Fictitious Business Name in violation of the rights of another under Federal, State, or common law (See section 14411 et seq. Business and Professions Code)Publish: Mountain Views News/JDC xyxy=(9,1260,225,1441)
notice-dates: Dates Pub: APRIL 30, MAY 07, 14, 21, 2022 xyxy=(1140,1671,1304,1681)
notice-body: The following person(s) is (are) doing business as: GEORGE'S AUTO SALES, 901 W ANAHEIM ST, WILMINGTON, CA 90744. Full name of registrant(s) is (are) DORA ALICIA LOPEZ, 901 W ANAHEIM ST, WILMINGTON, CA 90744. This Business is conducted by: AN INDIVIDUAL. Signed; DORA ALICIA LOPEZ/OWNER. This statement was filed with the County Clerk of Los Angeles County on 04/29/2022. The registrant(s) has (have) commenced to transact business under the fictitious business name or names listed above on N/A. NOTICE- This Fictitious Name Statement expires five years from the date it was filed in the office of the County Clerk. A new Fictitious Business Name Statement must be filed prior to that date. The filing of this statement does not of itself authorize the use in this state of a Fictitious Business Name in violation of the rights of another under Federal, State, or common law (See section 14411 et seq. Business and Professions Code)Publish: Mountain Views News/JDC xyxy=(235,589,451,781)
legal-notice xyxy=(236,1261,452,1471)
notice-dates: Dates Pub: APRIL 30, MAY 07, 14, 21, 2022 xyxy=(914,1921,1077,1932)
notice-publish: Publish: ESMountain Views News xyxy=(914,559,1039,570)
notice-header: FILE NO. 2022-104733 xyxy=(687,1250,775,1261)
notice-header: FICTITIOUS BUSINESS NAME STATEMENT File No. 2022-096100 xyxy=(461,830,678,850)
notice-body: The following person(s) is (are) doing business as: RENEWED IV, 212 N. CATALINA AVE UNIT C, REDONDO BEACH, CA 90277. Full name of registrant(s) is (are) CINTHIA C CHAVEZ GUZMAN, 212 N. CATALINA AVE, UNIT C, REDONDO BEACH, CA 90277. This Business is conducted by: AN INDIVIDUAL. Signed; CINTHIA C CHAVEZ GUZMAN/OWNER. This statement was filed with the County Clerk of Los Angeles County on 04/29/2022. The registrant(s) has (have) commenced to transact business under the fictitious business name or names listed above on N/A. NOTICE- This Fictitious Name Statement expires five years from the date it was filed in the office of the County Clerk. A new Fictitious Business Name Statement must be filed prior to that date. The filing of this statement does not of itself authorize the use in this state of a Fictitious Business Name in violation of the rights of another under Federal, State, or common law (See section 14411 et seq. Business and Professions Code)Publish: Mountain Views News/JDC xyxy=(461,1540,678,1731)
legal-notice xyxy=(9,540,225,761)
legal-notice xyxy=(914,360,1130,581)
notice-header: FICTITIOUS BUSINESS NAME STATEMENT File No. 2022-091286 xyxy=(1140,2152,1356,2172)
masthead-date: Saturday, May 14, 2022 xyxy=(1176,51,1355,70)
masthead-dateline xyxy=(978,51,1355,71)
notice-body: The following person(s) is (are) doing business as: EL ZUNZAL RESTAURANT PUPUSERIA, 6634 EASTERN AVE, BELL GARDENS, CA 90201. Full name of registrant(s) is (are) MARDEZ, INC., 6311 S ATLANTIC AVE, BELL, CA 90201. This Business is conducted by: A CORPORATION. Signed; TROY ATILO HERNANDEZ/PRESIDENT. This statement was filed with the County Clerk of Los Angeles County on 05/12/2022. The registrant(s) has (have) commenced to transact business under the fictitious business name or names listed above on N/A. NOTICE- This Fictitious Name Statement expires five years from the date it was filed in the office of the County Clerk. A new Fictitious Business Name Statement must be filed prior to that date. The filing of this statement does not of itself authorize the use in this state of a Fictitious Business Name in violation of the rights of another under Federal, State, or common law (See section 14411 et seq. Business and Professions Code)Publish: Mountain Views News/JDC xyxy=(9,1711,225,1901)
notice-dates: Dates Pub: MAY 14, 21, 28, JUN 04, 2022 xyxy=(9,980,163,990)
notice-header: FICTITIOUS BUSINESS NAME STATEMENT File No. 2022-102478 xyxy=(235,79,451,100)
notice-header: FICTITIOUS BUSINESS NAME STATEMENT File No. 2022-095472 xyxy=(235,1260,451,1281)
notice-body: The following person(s) JUAN MARCOS MARTINEZ, 1927 W. FLORENCE AVE, LOS ANGELES, CA 90047, has/have abandoned the use of the fictitious business name: CALIFORNIA GREEN HEARTS SOCIETY, 1718 W. FLORENCE AVE, LOS ANGELES, CA 90047. The fictitious business name referred to above was filed on 03/01/2019, in the county of Los Angeles. The original file number of 2019053533. The business was conducted by: AN INDIVIDUAL. This statement was filed with the County Clerk of Los Angeles on 05/02/2022. The business information in this statement is true and correct. (A registrant who declares as true information which he or she knows to be false, is guilty of a crime.) ARTURO ZAVALA SOLORIO/GENERAL PARTNER xyxy=(687,890,904,1030)
notice-header: FICTITIOUS BUSINESS NAME STATEMENT File No. 2022-099683 xyxy=(9,79,225,100)
notice-body: The following person(s) is (are) doing business as: CARLOS GIRON CONSTRUCTION, 13103 KORNBLUM AVE A, HAWTHORNE, CA 90250. Full name of registrant(s) is (are) CARLOS ALEXIS GIRON FERNANDEZ, 13103 KORNBLUM AVE A, HAWTHORNE, CA 90250. This Business is conducted by: AN INDIVIDUAL. Signed; CARLOS ALEXIS GIRON FERNANDEZ/OWNER. This statement was filed with the County Clerk of Los Angeles County on 04/22/2022. The registrant(s) has (have) commenced to transact business under the fictitious business name or names listed above on N/A. NOTICE- This Fictitious Name Statement expires five years from the date it was filed in the office of the County Clerk. A new Fictitious Business Name Statement must be filed prior to that date. The filing of this statement does not of itself authorize the use in this state of a Fictitious Business Name in violation of the rights of another under Federal, State, or common law (See section 14411 et seq. Business and Professions Code)Publish: Mountain Views News/JDC xyxy=(1140,319,1356,520)
notice-header: FICTITIOUS BUSINESS NAME STATEMENT File No. 2022-105404 xyxy=(9,309,225,330)
notice-dates: Dates Pub: MAY 14, 21, 28, JUN 04, 2022 xyxy=(235,780,390,791)
legal-notice xyxy=(914,830,1130,1070)
notice-body: The following person(s) is (are) doing business as: LIZ CARICATURES, 9707 MALLISON AVE, SOUTH GATE, CA 90280. Full name of registrant(s) is (are) LIZBETH JUAREZ RIVERA, 9707 MALLISON AVE, SOUTH GATE, CA 90280. This Business is conducted by: AN INDIVIDUAL. Signed; LIZBETH JUAREZ RIVERA/OWNER. This statement was filed with the County Clerk of Los Angeles County on 05/12/2022. The registrant(s) has (have) commenced to transact business under the fictitious business name or names listed above on N/A. NOTICE- This Fictitious Name Statement expires five years from the date it was filed in the office of the County Clerk. A new Fictitious Business Name Statement must be filed prior to that date. The filing of this statement does not of itself authorize the use in this state of a Fictitious Business Name in violation of the rights of another under Federal, State, or common law (See section 14411 et seq. Business and Professions Code)Publish: Mountain Views News/JDC xyxy=(235,1500,451,1691)
abandonment-statement xyxy=(688,860,905,1051)
legal-notice xyxy=(236,79,452,310)
notice-body: The following person(s) is (are) doing business as: FORD HOME REPAIR, 3368 LEXINGTON AVE, EL MONTE, CA 91731. Full name of registrant(s) is (are) DARLENE CRYSTAL GALLES, 3368 LEXINGTON AVE, EL MONTE, CA 91731, DONALD SCOTT FORD, 3368 LEXINGTON AVE, EL MONTE, CA 91731. This Business is conducted by: A MARRIED COUPLE. Signed; DARLENE CRYSTAL GALLES/WIFE. This statement was filed with the County Clerk of Los Angeles County on 05/09/2022. The registrant(s) has (have) commenced to transact business under the fictitious business name or names listed above on 05/2017. NOTICE- This Fictitious Name Statement expires five years from the date it was filed in the office of the County Clerk. A new Fictitious Business Name Statement must be filed prior to that date. The filing of this statement does not of itself authorize the use in this state of a Fictitious Business Name in violation of the rights of another under Federal, State, or common law (See section 14411 et seq. Business and Professions Code)Publish: Mountain Views News/JDC xyxy=(235,99,451,300)
legal-notice xyxy=(1141,2152,1357,2362)
notice-publish: Publish: Mountain Views News xyxy=(687,1030,802,1041)
notice-dates: Dates Pub: MAY 14, 21, 28, JUN 04, 2022 xyxy=(235,1691,390,1702)
notice-header: FICTITIOUS BUSINESS NAME STATEMENT File No. 2022-102121 xyxy=(461,1300,678,1321)
legal-notice xyxy=(236,320,452,560)
legal-notice xyxy=(461,360,678,590)
notice-body: The following person(s) is (are) doing business as: JBDABARBER, 3959 WILTSHIRE BLVD STE A23, LOS ANGELES, CA 90010. Full name of registrant(s) is (are) JOHN CARLOS AGUDELO GALVIS, 3959 WILTSHIRE BLVD STE A23, LOS ANGELES, CA 90010. This Business is conducted by: AN INDIVIDUAL. Signed; JOHN CARLOS AGUDELO GALVIS/OWNER. This statement was filed with the County Clerk of Los Angeles County on 05/10/2022. The registrant(s) has (have) commenced to transact business under the fictitious business name or names listed above on 05/2022. NOTICE- This Fictitious Name Statement expires five years from the date it was filed in the office of the County Clerk. A new Fictitious Business Name Statement must be filed prior to that date. The filing of this statement does not of itself authorize the use in this state of a Fictitious Business Name in violation of the rights of another under Federal, State, or common law (See section 14411 et seq. Business and Professions Code)Publish: Mountain Views News/JDC xyxy=(235,1050,451,1241)
legal-notice xyxy=(461,1751,678,1972)
notice-dates: Dates Pub: MAY 14, 21, 28, JUN 04, 2022 xyxy=(235,550,390,560)
legal-notice xyxy=(914,590,1130,821)
notice-header: FICTITIOUS BUSINESS NAME STATEMENT File No. 2022091907 xyxy=(914,1080,1130,1100)
notice-header: FICTITIOUS BUSINESS NAME STATEMENT File No. 2022-094173 xyxy=(1140,1690,1356,1712)
notice-header: FICTITIOUS BUSINESS NAME STATEMENT File No. 2022-102252 xyxy=(687,629,904,650)
notice-body: The following person(s) is (are) doing business as: NBS TIRE SHOP, 1061 E ARROW HWY B1, GLENDORA, CA 91740. Full name of registrant(s) is (are) NBS MOTORS, 721 N WATERMAN AVE, SAN BERNARDINO, CA 92410. This Business is conducted by: A CORPORATION. Signed; AHMAD ALAEDDIN ALAKLEEK/PRESIDENT. This statement was filed with the County Clerk of Los Angeles County on 05/06/2022. The registrant(s) has (have) commenced to transact business under the fictitious business name or names listed above on N/A. NOTICE- This Fictitious Name Statement expires five years from the date it was filed in the office of the County Clerk. A new Fictitious Business Name Statement must be filed prior to that date. The filing of this statement does not of itself authorize the use in this state of a Fictitious Business Name in violation of the rights of another under Federal, State, xyxy=(235,2201,451,2372)
notice-dates: Dates Pub: MAY 14, 21, 28, JUN 04, 2022 xyxy=(461,339,616,350)
notice-header: FICTITIOUS BUSINESS NAME STATEMENT File No. 2022-096451 xyxy=(9,1241,225,1261)
notice-dates: Dates Pub: MAY 07, 14, 21,28, 2022 xyxy=(914,1441,1048,1452)
legal-notice xyxy=(9,1241,225,1451)
